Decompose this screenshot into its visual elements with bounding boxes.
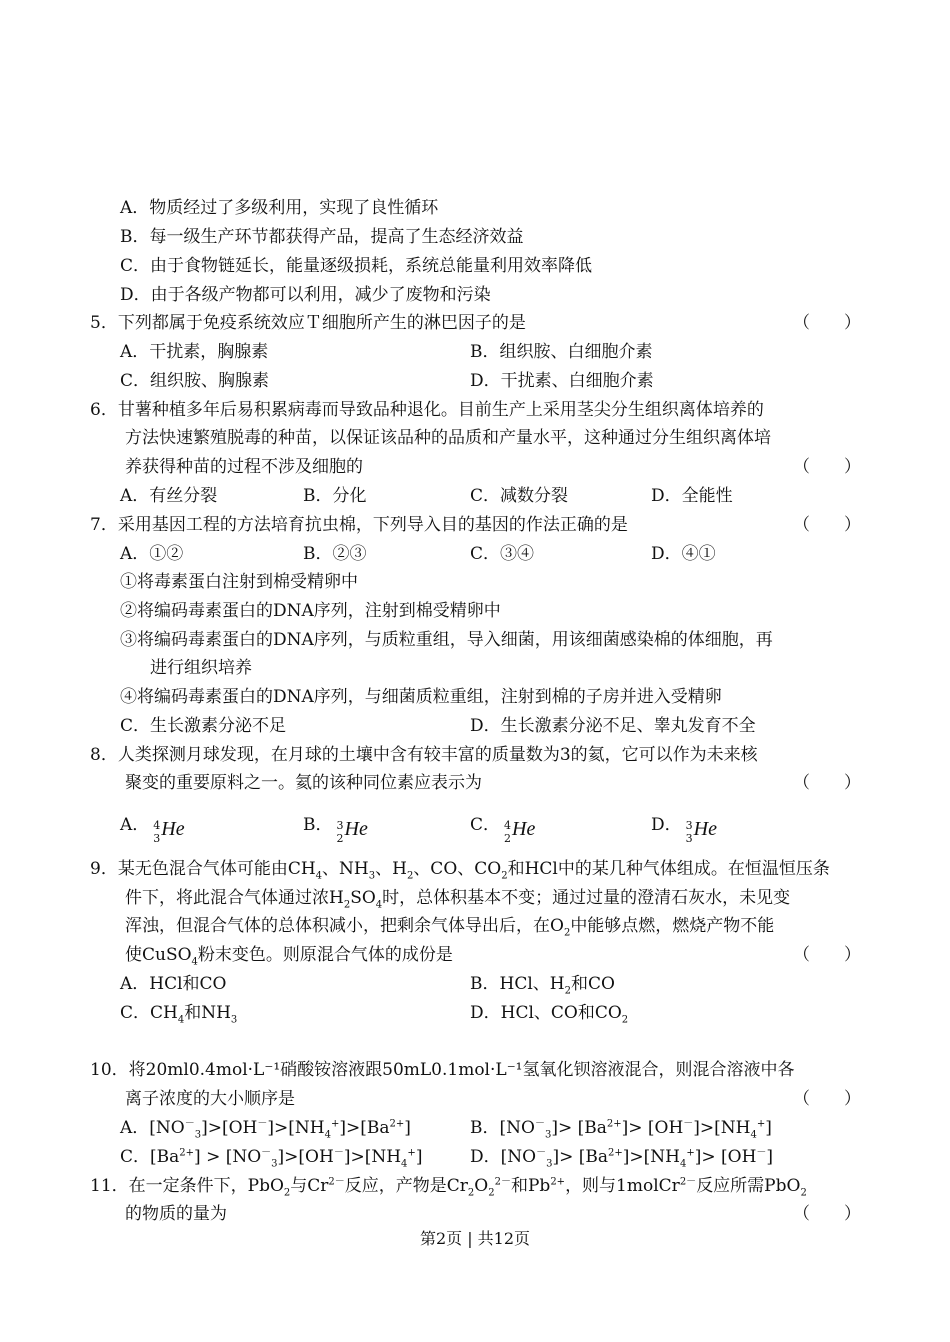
q10-stem-line2: 离子浓度的大小顺序是 xyxy=(125,1089,295,1109)
q10-answer-paren: （ ） xyxy=(793,1089,861,1109)
q10-stem-line1: 10．将20ml0.4mol·L⁻¹硝酸铵溶液跟50mL0.1mol·L⁻¹氢氧化钡溶液混合，则混合溶液中各 xyxy=(90,1060,795,1080)
helium-isotope-a: 4 3 He xyxy=(153,817,185,845)
q9-stem-line1: 9．某无色混合气体可能由$CH_4$、$NH_3$、$H_2$、CO、$CO_2$和HCl中的某几种气体组成。在恒温恒压条 xyxy=(90,859,830,882)
q5-stem: 5．下列都属于免疫系统效应Ｔ细胞所产生的淋巴因子的是 xyxy=(90,313,526,333)
page-footer: 第2页 | 共12页 xyxy=(419,1229,531,1248)
q5-option-c: C．组织胺、胸腺素 xyxy=(120,371,270,391)
q8-stem-line2: 聚变的重要原料之一。氦的该种同位素应表示为 xyxy=(125,773,482,793)
helium-isotope-d: 3 3 He xyxy=(685,817,717,845)
q11-stem-line1: 11．在一定条件下，PbO$_2$与$Cr^{2-}$反应，产物是$Cr_2O_2^{2-}$和$Pb^{2+}$，则与1molCr$^{2-}$反应所需PbO$_2$ xyxy=(90,1176,807,1199)
q4-option-d: D．由于各级产物都可以利用，减少了废物和污染 xyxy=(120,285,491,305)
q7-item-4: ④将编码毒素蛋白的DNA序列，与细菌质粒重组，注射到棉的子房并进入受精卵 xyxy=(120,687,722,707)
q10-option-d: D．$[NO^-_3]> [Ba^{2+}]>[NH_4^+]> [OH^-]$ xyxy=(470,1147,774,1170)
q7-option-a: A．①② xyxy=(120,544,184,564)
q8-stem-line1: 8．人类探测月球发现，在月球的土壤中含有较丰富的质量数为3的氦，它可以作为未来核 xyxy=(90,745,758,765)
q8-answer-paren: （ ） xyxy=(793,773,861,793)
q9-option-d: D．HCl、CO和$CO_2$ xyxy=(470,1003,629,1026)
q6-stem-line1: 6．甘薯种植多年后易积累病毒而导致品种退化。目前生产上采用茎尖分生组织离体培养的 xyxy=(90,400,764,420)
q6-option-c: C．减数分裂 xyxy=(470,486,569,506)
q7-option-d: D．④① xyxy=(651,544,716,564)
q7-item-1: ①将毒素蛋白注射到棉受精卵中 xyxy=(120,572,358,592)
q8-option-c-label: C． xyxy=(470,815,501,835)
q9-option-a: A．HCl和CO xyxy=(120,974,227,994)
q8-option-c xyxy=(470,810,546,845)
q8-option-a-label: A． xyxy=(120,815,150,835)
q5-answer-paren: （ ） xyxy=(793,313,861,333)
q9-stem-line2: 件下，将此混合气体通过浓$H_2SO_4$时，总体积基本不变；通过过量的澄清石灰水，未见变 xyxy=(125,888,791,911)
q11-answer-paren: （ ） xyxy=(793,1204,861,1224)
q7-extra-option-d: D．生长激素分泌不足、睾丸发育不全 xyxy=(470,716,756,736)
q7-item-3-line2: 进行组织培养 xyxy=(150,658,252,678)
q9-stem-line3: 浑浊，但混合气体的总体积减小，把剩余气体导出后，在$O_2$中能够点燃，燃烧产物不能 xyxy=(125,916,775,939)
helium-isotope-b: 3 2 He xyxy=(336,817,368,845)
q5-option-b: B．组织胺、白细胞介素 xyxy=(470,342,653,362)
q8-option-a xyxy=(120,810,195,845)
q7-answer-paren: （ ） xyxy=(793,515,861,535)
q4-option-b: B．每一级生产环节都获得产品，提高了生态经济效益 xyxy=(120,227,524,247)
q5-option-d: D．干扰素、白细胞介素 xyxy=(470,371,654,391)
q10-option-a: A．$[NO^-_3]>[OH^-]>[NH_4^+]>[Ba^{2+}]$ xyxy=(120,1118,411,1141)
q10-option-c: C．$[Ba^{2+}] > [NO^-_3]>[OH^-]>[NH_4^+]$ xyxy=(120,1147,423,1170)
q9-option-b: B．HCl、$H_2$和CO xyxy=(470,974,615,997)
q4-option-c: C．由于食物链延长，能量逐级损耗，系统总能量利用效率降低 xyxy=(120,256,593,276)
q9-option-c: C．$CH_4$和$NH_3$ xyxy=(120,1003,238,1026)
q4-option-a: A．物质经过了多级利用，实现了良性循环 xyxy=(120,198,439,218)
q6-option-d: D．全能性 xyxy=(651,486,733,506)
q6-stem-line3: 养获得种苗的过程不涉及细胞的 xyxy=(125,457,363,477)
helium-isotope-c: 4 2 He xyxy=(504,817,536,845)
q8-option-b xyxy=(303,810,379,845)
q9-stem-line4: 使CuSO$_4$粉末变色。则原混合气体的成份是 xyxy=(125,945,453,968)
q8-option-d xyxy=(651,810,728,845)
q7-option-c: C．③④ xyxy=(470,544,535,564)
q6-stem-line2: 方法快速繁殖脱毒的种苗，以保证该品种的品质和产量水平，这种通过分生组织离体培 xyxy=(125,428,771,448)
q5-option-a: A．干扰素，胸腺素 xyxy=(120,342,269,362)
q7-item-2: ②将编码毒素蛋白的DNA序列，注射到棉受精卵中 xyxy=(120,601,501,621)
q7-extra-option-c: C．生长激素分泌不足 xyxy=(120,716,287,736)
q6-option-b: B．分化 xyxy=(303,486,367,506)
q7-option-b: B．②③ xyxy=(303,544,367,564)
q6-answer-paren: （ ） xyxy=(793,457,861,477)
q10-option-b: B．$[NO^-_3]> [Ba^{2+}]> [OH^-]>[NH_4^+]$ xyxy=(470,1118,772,1141)
q11-stem-line2: 的物质的量为 xyxy=(125,1204,227,1224)
q8-option-b-label: B． xyxy=(303,815,333,835)
q8-option-d-label: D． xyxy=(651,815,682,835)
q6-option-a: A．有丝分裂 xyxy=(120,486,218,506)
q7-stem: 7．采用基因工程的方法培育抗虫棉，下列导入目的基因的作法正确的是 xyxy=(90,515,628,535)
q7-item-3-line1: ③将编码毒素蛋白的DNA序列，与质粒重组，导入细菌，用该细菌感染棉的体细胞，再 xyxy=(120,630,773,650)
q9-answer-paren: （ ） xyxy=(793,945,861,965)
